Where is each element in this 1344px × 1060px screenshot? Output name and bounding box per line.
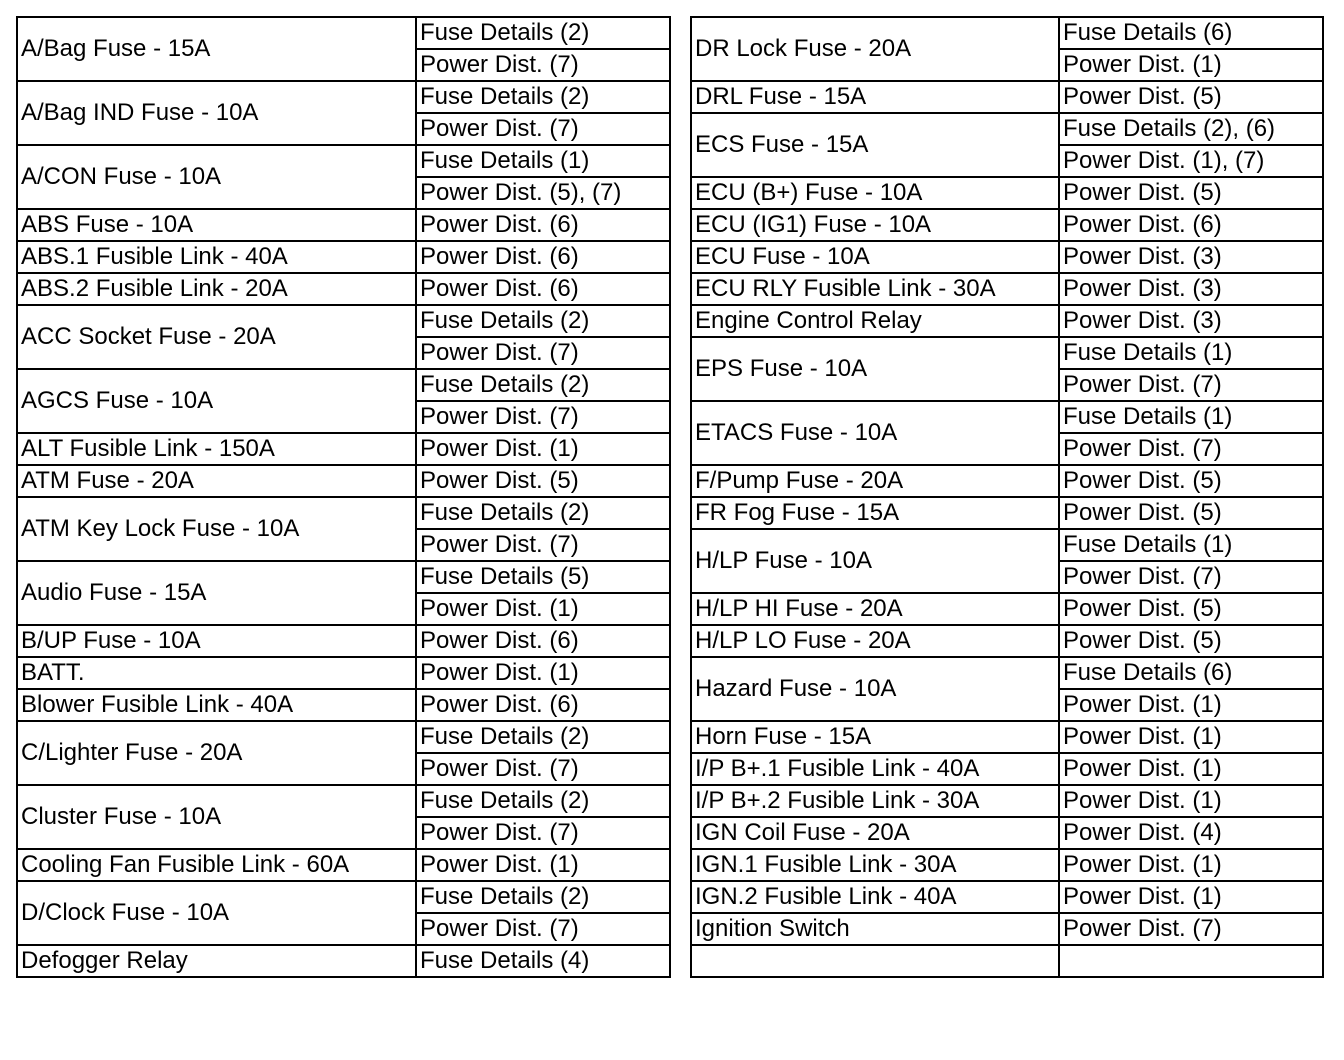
component-name: ATM Fuse - 20A [17, 465, 416, 497]
component-location: Power Dist. (1) [1059, 721, 1323, 753]
table-row [17, 433, 670, 465]
table-row [691, 241, 1323, 273]
component-location: Fuse Details (1) [1059, 337, 1323, 369]
component-name: Horn Fuse - 15A [691, 721, 1059, 753]
component-location: Power Dist. (7) [416, 401, 670, 433]
table-row [691, 465, 1323, 497]
table-row [17, 561, 670, 593]
component-location: Fuse Details (2) [416, 305, 670, 337]
component-name [691, 945, 1059, 977]
component-location [1059, 945, 1323, 977]
table-row [691, 529, 1323, 561]
table-row [691, 881, 1323, 913]
component-name: Defogger Relay [17, 945, 416, 977]
table-row [17, 785, 670, 817]
component-name: ABS.2 Fusible Link - 20A [17, 273, 416, 305]
table-row [17, 945, 670, 977]
component-location: Power Dist. (6) [416, 273, 670, 305]
component-location: Power Dist. (5) [1059, 625, 1323, 657]
component-name: BATT. [17, 657, 416, 689]
component-location: Power Dist. (1) [1059, 689, 1323, 721]
table-row [17, 17, 670, 49]
table-row [691, 209, 1323, 241]
table-row [691, 305, 1323, 337]
component-name: Engine Control Relay [691, 305, 1059, 337]
component-location: Power Dist. (4) [1059, 817, 1323, 849]
component-name: ETACS Fuse - 10A [691, 401, 1059, 465]
component-name: Cooling Fan Fusible Link - 60A [17, 849, 416, 881]
component-location: Power Dist. (5) [1059, 81, 1323, 113]
component-location: Power Dist. (6) [416, 689, 670, 721]
component-location: Power Dist. (6) [416, 625, 670, 657]
table-row [17, 81, 670, 113]
table-row [17, 273, 670, 305]
component-location: Power Dist. (5) [1059, 593, 1323, 625]
table-row [691, 625, 1323, 657]
table-row [691, 273, 1323, 305]
component-name: ACC Socket Fuse - 20A [17, 305, 416, 369]
component-location: Power Dist. (5) [1059, 177, 1323, 209]
component-location: Power Dist. (5) [1059, 497, 1323, 529]
component-name: H/LP HI Fuse - 20A [691, 593, 1059, 625]
component-name: F/Pump Fuse - 20A [691, 465, 1059, 497]
component-location: Fuse Details (2) [416, 881, 670, 913]
component-location: Power Dist. (5) [416, 465, 670, 497]
component-location: Power Dist. (1) [1059, 49, 1323, 81]
component-name: H/LP Fuse - 10A [691, 529, 1059, 593]
component-location: Power Dist. (7) [416, 529, 670, 561]
component-name: IGN.1 Fusible Link - 30A [691, 849, 1059, 881]
component-location: Power Dist. (7) [1059, 561, 1323, 593]
table-row [17, 689, 670, 721]
component-location: Power Dist. (1) [1059, 753, 1323, 785]
component-location: Power Dist. (7) [416, 113, 670, 145]
component-location: Power Dist. (7) [416, 49, 670, 81]
table-row [17, 657, 670, 689]
component-location: Power Dist. (7) [1059, 369, 1323, 401]
component-name: Ignition Switch [691, 913, 1059, 945]
table-row [691, 81, 1323, 113]
component-name: A/CON Fuse - 10A [17, 145, 416, 209]
component-name: Hazard Fuse - 10A [691, 657, 1059, 721]
table-row [17, 145, 670, 177]
component-location: Power Dist. (7) [1059, 433, 1323, 465]
component-location: Power Dist. (7) [416, 913, 670, 945]
table-row [691, 593, 1323, 625]
component-name: ATM Key Lock Fuse - 10A [17, 497, 416, 561]
component-location: Power Dist. (3) [1059, 273, 1323, 305]
component-location: Fuse Details (6) [1059, 657, 1323, 689]
component-location: Power Dist. (7) [416, 337, 670, 369]
table-row [691, 753, 1323, 785]
component-name: H/LP LO Fuse - 20A [691, 625, 1059, 657]
table-row [691, 817, 1323, 849]
component-location: Power Dist. (1) [416, 433, 670, 465]
component-location: Fuse Details (2) [416, 17, 670, 49]
table-row [691, 721, 1323, 753]
component-name: A/Bag IND Fuse - 10A [17, 81, 416, 145]
component-location: Fuse Details (4) [416, 945, 670, 977]
component-name: ECU (B+) Fuse - 10A [691, 177, 1059, 209]
table-row [691, 945, 1323, 977]
component-location: Power Dist. (7) [416, 817, 670, 849]
component-location: Power Dist. (7) [1059, 913, 1323, 945]
table-row [17, 465, 670, 497]
component-location: Fuse Details (2), (6) [1059, 113, 1323, 145]
fuse-table-right [690, 16, 1324, 978]
table-row [691, 913, 1323, 945]
table-row [17, 241, 670, 273]
table-row [17, 209, 670, 241]
component-name: ECS Fuse - 15A [691, 113, 1059, 177]
component-name: Audio Fuse - 15A [17, 561, 416, 625]
component-location: Fuse Details (6) [1059, 17, 1323, 49]
table-row [17, 881, 670, 913]
component-location: Fuse Details (2) [416, 369, 670, 401]
component-name: ECU Fuse - 10A [691, 241, 1059, 273]
component-name: Cluster Fuse - 10A [17, 785, 416, 849]
component-location: Power Dist. (3) [1059, 241, 1323, 273]
table-row [17, 721, 670, 753]
component-name: I/P B+.1 Fusible Link - 40A [691, 753, 1059, 785]
component-location: Power Dist. (5), (7) [416, 177, 670, 209]
component-name: DRL Fuse - 15A [691, 81, 1059, 113]
table-row [17, 625, 670, 657]
table-row [691, 17, 1323, 49]
component-location: Fuse Details (2) [416, 497, 670, 529]
table-row [17, 369, 670, 401]
component-location: Power Dist. (7) [416, 753, 670, 785]
component-location: Power Dist. (6) [416, 241, 670, 273]
component-name: ECU (IG1) Fuse - 10A [691, 209, 1059, 241]
component-location: Power Dist. (6) [1059, 209, 1323, 241]
component-location: Fuse Details (1) [1059, 401, 1323, 433]
table-row [17, 305, 670, 337]
component-location: Power Dist. (1) [1059, 849, 1323, 881]
component-name: ECU RLY Fusible Link - 30A [691, 273, 1059, 305]
component-location: Power Dist. (1) [416, 593, 670, 625]
component-name: ABS Fuse - 10A [17, 209, 416, 241]
fuse-table-left-body [17, 17, 670, 977]
component-name: I/P B+.2 Fusible Link - 30A [691, 785, 1059, 817]
table-row [691, 497, 1323, 529]
table-row [691, 177, 1323, 209]
component-name: ABS.1 Fusible Link - 40A [17, 241, 416, 273]
component-location: Fuse Details (2) [416, 81, 670, 113]
component-name: B/UP Fuse - 10A [17, 625, 416, 657]
component-location: Fuse Details (2) [416, 721, 670, 753]
table-row [17, 497, 670, 529]
component-location: Fuse Details (1) [1059, 529, 1323, 561]
table-row [691, 401, 1323, 433]
component-name: D/Clock Fuse - 10A [17, 881, 416, 945]
component-name: Blower Fusible Link - 40A [17, 689, 416, 721]
table-row [691, 337, 1323, 369]
component-location: Power Dist. (3) [1059, 305, 1323, 337]
component-name: IGN Coil Fuse - 20A [691, 817, 1059, 849]
table-row [691, 785, 1323, 817]
component-name: AGCS Fuse - 10A [17, 369, 416, 433]
component-location: Power Dist. (5) [1059, 465, 1323, 497]
component-name: FR Fog Fuse - 15A [691, 497, 1059, 529]
table-row [691, 113, 1323, 145]
component-location: Power Dist. (1) [416, 657, 670, 689]
component-name: IGN.2 Fusible Link - 40A [691, 881, 1059, 913]
table-row [691, 849, 1323, 881]
component-name: A/Bag Fuse - 15A [17, 17, 416, 81]
component-location: Power Dist. (1) [416, 849, 670, 881]
table-row [691, 657, 1323, 689]
component-location: Power Dist. (6) [416, 209, 670, 241]
component-name: ALT Fusible Link - 150A [17, 433, 416, 465]
fuse-table-left [16, 16, 671, 978]
table-row [17, 849, 670, 881]
component-location: Fuse Details (2) [416, 785, 670, 817]
component-location: Power Dist. (1), (7) [1059, 145, 1323, 177]
component-name: EPS Fuse - 10A [691, 337, 1059, 401]
component-location: Fuse Details (1) [416, 145, 670, 177]
component-location: Power Dist. (1) [1059, 785, 1323, 817]
component-name: DR Lock Fuse - 20A [691, 17, 1059, 81]
component-location: Fuse Details (5) [416, 561, 670, 593]
component-location: Power Dist. (1) [1059, 881, 1323, 913]
component-name: C/Lighter Fuse - 20A [17, 721, 416, 785]
fuse-table-right-body [691, 17, 1323, 977]
